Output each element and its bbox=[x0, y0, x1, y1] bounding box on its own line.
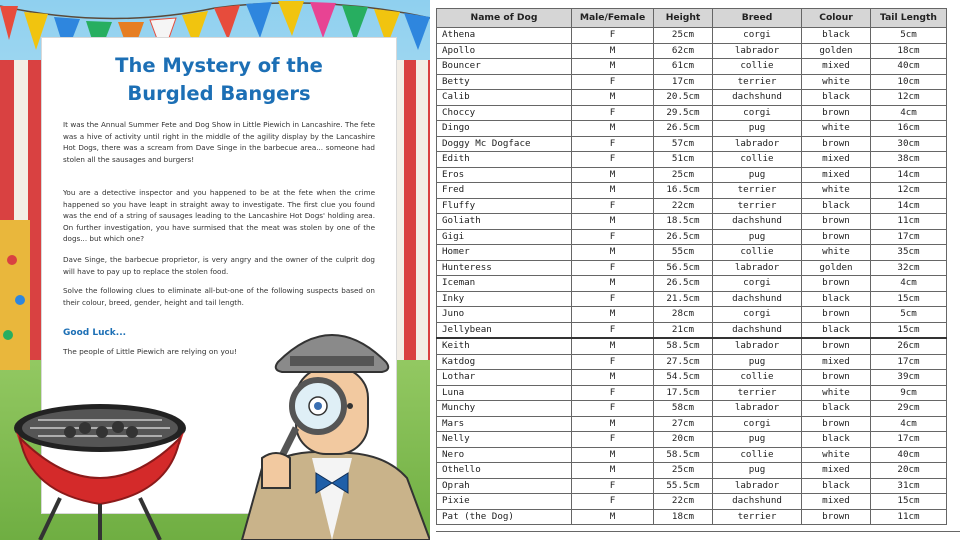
column-header-colour: Colour bbox=[802, 9, 871, 28]
table-header-row bbox=[437, 9, 947, 28]
table-row bbox=[437, 307, 947, 323]
cell-breed: pug bbox=[713, 167, 802, 183]
barbecue-grill-icon bbox=[10, 398, 190, 540]
table-row bbox=[437, 463, 947, 479]
cell-sex: F bbox=[572, 152, 654, 168]
cell-name: Goliath bbox=[437, 214, 572, 230]
costume-figure-icon bbox=[0, 200, 44, 380]
cell-tail-length: 17cm bbox=[871, 354, 947, 370]
table-row bbox=[437, 152, 947, 168]
table-row bbox=[437, 214, 947, 230]
cell-height: 26.5cm bbox=[654, 276, 713, 292]
cell-name: Jellybean bbox=[437, 322, 572, 338]
cell-tail-length: 40cm bbox=[871, 59, 947, 75]
cell-sex: M bbox=[572, 370, 654, 386]
cell-height: 51cm bbox=[654, 152, 713, 168]
table-row bbox=[437, 401, 947, 417]
cell-colour: black bbox=[802, 401, 871, 417]
cell-sex: M bbox=[572, 183, 654, 199]
cell-tail-length: 17cm bbox=[871, 432, 947, 448]
table-row bbox=[437, 354, 947, 370]
cell-name: Bouncer bbox=[437, 59, 572, 75]
cell-name: Pat (the Dog) bbox=[437, 509, 572, 525]
cell-tail-length: 29cm bbox=[871, 401, 947, 417]
cell-height: 21cm bbox=[654, 322, 713, 338]
table-row bbox=[437, 260, 947, 276]
cell-tail-length: 31cm bbox=[871, 478, 947, 494]
cell-colour: black bbox=[802, 90, 871, 106]
table-row bbox=[437, 229, 947, 245]
cell-colour: brown bbox=[802, 136, 871, 152]
cell-height: 29.5cm bbox=[654, 105, 713, 121]
cell-name: Choccy bbox=[437, 105, 572, 121]
cell-colour: black bbox=[802, 322, 871, 338]
cell-colour: white bbox=[802, 245, 871, 261]
table-row bbox=[437, 385, 947, 401]
cell-colour: white bbox=[802, 447, 871, 463]
table-row bbox=[437, 136, 947, 152]
cell-sex: M bbox=[572, 167, 654, 183]
cell-sex: M bbox=[572, 276, 654, 292]
cell-name: Nero bbox=[437, 447, 572, 463]
cell-colour: black bbox=[802, 478, 871, 494]
cell-breed: corgi bbox=[713, 307, 802, 323]
cell-breed: pug bbox=[713, 354, 802, 370]
table-row bbox=[437, 121, 947, 137]
cell-tail-length: 40cm bbox=[871, 447, 947, 463]
cell-name: Betty bbox=[437, 74, 572, 90]
table-row bbox=[437, 276, 947, 292]
cell-sex: F bbox=[572, 494, 654, 510]
cell-tail-length: 14cm bbox=[871, 167, 947, 183]
cell-sex: F bbox=[572, 432, 654, 448]
cell-colour: mixed bbox=[802, 152, 871, 168]
table-row bbox=[437, 291, 947, 307]
cell-name: Iceman bbox=[437, 276, 572, 292]
cell-colour: brown bbox=[802, 416, 871, 432]
cell-colour: black bbox=[802, 28, 871, 44]
cell-sex: M bbox=[572, 245, 654, 261]
cell-tail-length: 30cm bbox=[871, 136, 947, 152]
cell-breed: terrier bbox=[713, 74, 802, 90]
cell-breed: labrador bbox=[713, 260, 802, 276]
table-row bbox=[437, 183, 947, 199]
cell-colour: mixed bbox=[802, 463, 871, 479]
cell-colour: white bbox=[802, 74, 871, 90]
cell-sex: F bbox=[572, 354, 654, 370]
table-row bbox=[437, 245, 947, 261]
cell-sex: F bbox=[572, 74, 654, 90]
cell-colour: brown bbox=[802, 509, 871, 525]
cell-breed: collie bbox=[713, 370, 802, 386]
cell-breed: collie bbox=[713, 447, 802, 463]
cell-sex: M bbox=[572, 416, 654, 432]
table-body bbox=[437, 28, 947, 525]
cell-colour: white bbox=[802, 385, 871, 401]
cell-colour: golden bbox=[802, 43, 871, 59]
title-line-1: The Mystery of the bbox=[115, 54, 323, 77]
cell-colour: mixed bbox=[802, 354, 871, 370]
cell-colour: brown bbox=[802, 229, 871, 245]
story-paragraph-1: It was the Annual Summer Fete and Dog Show in Little Piewich in Lancashire. The fete was a hive of activity until right in the middle of the agility display by the Lancashire Hot Dogs, there was a scream from Dave Singe in the barbecue area... someone had stolen all the sausages and burgers! bbox=[63, 120, 375, 164]
cell-colour: mixed bbox=[802, 59, 871, 75]
column-header-height: Height bbox=[654, 9, 713, 28]
cell-colour: golden bbox=[802, 260, 871, 276]
cell-breed: corgi bbox=[713, 28, 802, 44]
cell-tail-length: 14cm bbox=[871, 198, 947, 214]
cell-sex: F bbox=[572, 401, 654, 417]
cell-breed: labrador bbox=[713, 401, 802, 417]
cell-height: 20cm bbox=[654, 432, 713, 448]
cell-colour: brown bbox=[802, 370, 871, 386]
circus-tent-right bbox=[392, 60, 430, 360]
cell-tail-length: 18cm bbox=[871, 43, 947, 59]
cell-name: Dingo bbox=[437, 121, 572, 137]
cell-height: 16.5cm bbox=[654, 183, 713, 199]
cell-tail-length: 11cm bbox=[871, 509, 947, 525]
detective-with-magnifying-glass-icon bbox=[232, 318, 430, 540]
cell-breed: corgi bbox=[713, 105, 802, 121]
cell-breed: corgi bbox=[713, 416, 802, 432]
cell-breed: pug bbox=[713, 432, 802, 448]
cell-tail-length: 38cm bbox=[871, 152, 947, 168]
cell-tail-length: 20cm bbox=[871, 463, 947, 479]
story-paragraph-2: You are a detective inspector and you happened to be at the fete when the crime happened so you have leapt in straight away to investigate. The first clue you found was the end of a string of sausages leading to the Lancashire Hot Dogs' holding area. On further investigation, you have surmised that the meat was stolen by one of the dogs... but which one? bbox=[63, 188, 375, 244]
cell-sex: F bbox=[572, 260, 654, 276]
cell-name: Katdog bbox=[437, 354, 572, 370]
table-row bbox=[437, 90, 947, 106]
cell-tail-length: 5cm bbox=[871, 28, 947, 44]
table-row bbox=[437, 370, 947, 386]
cell-breed: labrador bbox=[713, 136, 802, 152]
cell-colour: brown bbox=[802, 276, 871, 292]
cell-colour: black bbox=[802, 198, 871, 214]
page-bottom-rule bbox=[436, 531, 960, 536]
cell-tail-length: 10cm bbox=[871, 74, 947, 90]
cell-breed: dachshund bbox=[713, 291, 802, 307]
cell-tail-length: 15cm bbox=[871, 291, 947, 307]
cell-breed: collie bbox=[713, 59, 802, 75]
cell-tail-length: 12cm bbox=[871, 90, 947, 106]
cell-sex: M bbox=[572, 509, 654, 525]
cell-height: 55.5cm bbox=[654, 478, 713, 494]
cell-sex: F bbox=[572, 291, 654, 307]
cell-height: 56.5cm bbox=[654, 260, 713, 276]
cell-breed: labrador bbox=[713, 338, 802, 354]
cell-sex: F bbox=[572, 322, 654, 338]
cell-colour: brown bbox=[802, 214, 871, 230]
cell-tail-length: 4cm bbox=[871, 416, 947, 432]
cell-name: Fred bbox=[437, 183, 572, 199]
cell-name: Pixie bbox=[437, 494, 572, 510]
cell-name: Apollo bbox=[437, 43, 572, 59]
cell-height: 18cm bbox=[654, 509, 713, 525]
cell-height: 25cm bbox=[654, 167, 713, 183]
cell-name: Juno bbox=[437, 307, 572, 323]
cell-height: 58cm bbox=[654, 401, 713, 417]
table-row bbox=[437, 478, 947, 494]
table-row bbox=[437, 322, 947, 338]
table-row bbox=[437, 494, 947, 510]
cell-breed: collie bbox=[713, 152, 802, 168]
cell-height: 62cm bbox=[654, 43, 713, 59]
cell-colour: white bbox=[802, 121, 871, 137]
cell-sex: M bbox=[572, 338, 654, 354]
cell-breed: labrador bbox=[713, 478, 802, 494]
cell-breed: collie bbox=[713, 245, 802, 261]
cell-colour: brown bbox=[802, 105, 871, 121]
cell-height: 26.5cm bbox=[654, 229, 713, 245]
cell-tail-length: 39cm bbox=[871, 370, 947, 386]
cell-tail-length: 5cm bbox=[871, 307, 947, 323]
cell-name: Homer bbox=[437, 245, 572, 261]
title-line-2: Burgled Bangers bbox=[127, 82, 311, 105]
cell-name: Doggy Mc Dogface bbox=[437, 136, 572, 152]
table-row bbox=[437, 338, 947, 354]
cell-tail-length: 32cm bbox=[871, 260, 947, 276]
cell-sex: F bbox=[572, 478, 654, 494]
table-row bbox=[437, 74, 947, 90]
cell-height: 22cm bbox=[654, 198, 713, 214]
suspect-table bbox=[436, 8, 947, 525]
cell-breed: pug bbox=[713, 121, 802, 137]
cell-name: Luna bbox=[437, 385, 572, 401]
table-row bbox=[437, 28, 947, 44]
table-row bbox=[437, 198, 947, 214]
cell-height: 61cm bbox=[654, 59, 713, 75]
cell-breed: pug bbox=[713, 229, 802, 245]
cell-height: 25cm bbox=[654, 463, 713, 479]
cell-name: Gigi bbox=[437, 229, 572, 245]
cell-name: Oprah bbox=[437, 478, 572, 494]
cell-tail-length: 4cm bbox=[871, 276, 947, 292]
column-header-name: Name of Dog bbox=[437, 9, 572, 28]
cell-tail-length: 4cm bbox=[871, 105, 947, 121]
cell-tail-length: 12cm bbox=[871, 183, 947, 199]
cell-breed: dachshund bbox=[713, 90, 802, 106]
suspect-table-page bbox=[436, 0, 960, 540]
cell-name: Inky bbox=[437, 291, 572, 307]
cell-height: 28cm bbox=[654, 307, 713, 323]
story-paragraph-4: Solve the following clues to eliminate all-but-one of the following suspects based on their colour, breed, gender, height and tail length. bbox=[63, 286, 375, 307]
cell-sex: M bbox=[572, 447, 654, 463]
cell-breed: terrier bbox=[713, 385, 802, 401]
cell-height: 27cm bbox=[654, 416, 713, 432]
table-row bbox=[437, 416, 947, 432]
cell-breed: dachshund bbox=[713, 214, 802, 230]
cell-colour: brown bbox=[802, 338, 871, 354]
cell-height: 20.5cm bbox=[654, 90, 713, 106]
cell-height: 17cm bbox=[654, 74, 713, 90]
cell-height: 57cm bbox=[654, 136, 713, 152]
cell-height: 55cm bbox=[654, 245, 713, 261]
cell-sex: M bbox=[572, 43, 654, 59]
cell-name: Edith bbox=[437, 152, 572, 168]
cell-colour: white bbox=[802, 183, 871, 199]
cell-tail-length: 17cm bbox=[871, 229, 947, 245]
cell-height: 58.5cm bbox=[654, 447, 713, 463]
column-header-sex: Male/Female bbox=[572, 9, 654, 28]
cell-sex: F bbox=[572, 105, 654, 121]
cell-breed: terrier bbox=[713, 198, 802, 214]
cell-sex: M bbox=[572, 121, 654, 137]
cell-name: Othello bbox=[437, 463, 572, 479]
cell-sex: M bbox=[572, 463, 654, 479]
cell-tail-length: 35cm bbox=[871, 245, 947, 261]
cell-colour: black bbox=[802, 432, 871, 448]
table-row bbox=[437, 167, 947, 183]
cell-sex: M bbox=[572, 307, 654, 323]
cell-tail-length: 16cm bbox=[871, 121, 947, 137]
story-title bbox=[42, 52, 396, 108]
table-row bbox=[437, 509, 947, 525]
cell-height: 22cm bbox=[654, 494, 713, 510]
cell-height: 27.5cm bbox=[654, 354, 713, 370]
cell-height: 21.5cm bbox=[654, 291, 713, 307]
cell-name: Calib bbox=[437, 90, 572, 106]
cell-height: 54.5cm bbox=[654, 370, 713, 386]
cell-height: 58.5cm bbox=[654, 338, 713, 354]
cell-name: Keith bbox=[437, 338, 572, 354]
table-row bbox=[437, 59, 947, 75]
cell-sex: F bbox=[572, 198, 654, 214]
cell-sex: F bbox=[572, 385, 654, 401]
closing-line: The people of Little Piewich are relying on you! bbox=[63, 347, 238, 356]
cell-sex: F bbox=[572, 28, 654, 44]
cell-name: Fluffy bbox=[437, 198, 572, 214]
cell-height: 17.5cm bbox=[654, 385, 713, 401]
table-row bbox=[437, 432, 947, 448]
cell-name: Munchy bbox=[437, 401, 572, 417]
table-row bbox=[437, 105, 947, 121]
cell-breed: terrier bbox=[713, 509, 802, 525]
good-luck-heading: Good Luck... bbox=[63, 328, 127, 338]
cell-tail-length: 15cm bbox=[871, 494, 947, 510]
story-page bbox=[0, 0, 430, 540]
cell-sex: M bbox=[572, 214, 654, 230]
cell-height: 25cm bbox=[654, 28, 713, 44]
cell-height: 18.5cm bbox=[654, 214, 713, 230]
column-header-tail-length: Tail Length bbox=[871, 9, 947, 28]
table-row bbox=[437, 447, 947, 463]
cell-height: 26.5cm bbox=[654, 121, 713, 137]
cell-name: Nelly bbox=[437, 432, 572, 448]
cell-breed: corgi bbox=[713, 276, 802, 292]
cell-tail-length: 15cm bbox=[871, 322, 947, 338]
cell-sex: M bbox=[572, 59, 654, 75]
cell-colour: brown bbox=[802, 307, 871, 323]
cell-tail-length: 11cm bbox=[871, 214, 947, 230]
cell-sex: F bbox=[572, 136, 654, 152]
cell-breed: dachshund bbox=[713, 494, 802, 510]
story-paragraph-3: Dave Singe, the barbecue proprietor, is very angry and the owner of the culprit dog will have to pay up to replace the stolen food. bbox=[63, 255, 375, 276]
cell-breed: labrador bbox=[713, 43, 802, 59]
cell-sex: F bbox=[572, 229, 654, 245]
cell-name: Mars bbox=[437, 416, 572, 432]
cell-colour: black bbox=[802, 291, 871, 307]
cell-breed: dachshund bbox=[713, 322, 802, 338]
table-row bbox=[437, 43, 947, 59]
cell-tail-length: 26cm bbox=[871, 338, 947, 354]
cell-name: Lothar bbox=[437, 370, 572, 386]
cell-breed: pug bbox=[713, 463, 802, 479]
cell-name: Eros bbox=[437, 167, 572, 183]
cell-sex: M bbox=[572, 90, 654, 106]
cell-name: Athena bbox=[437, 28, 572, 44]
cell-name: Hunteress bbox=[437, 260, 572, 276]
column-header-breed: Breed bbox=[713, 9, 802, 28]
cell-colour: mixed bbox=[802, 167, 871, 183]
cell-colour: mixed bbox=[802, 494, 871, 510]
cell-breed: terrier bbox=[713, 183, 802, 199]
cell-tail-length: 9cm bbox=[871, 385, 947, 401]
